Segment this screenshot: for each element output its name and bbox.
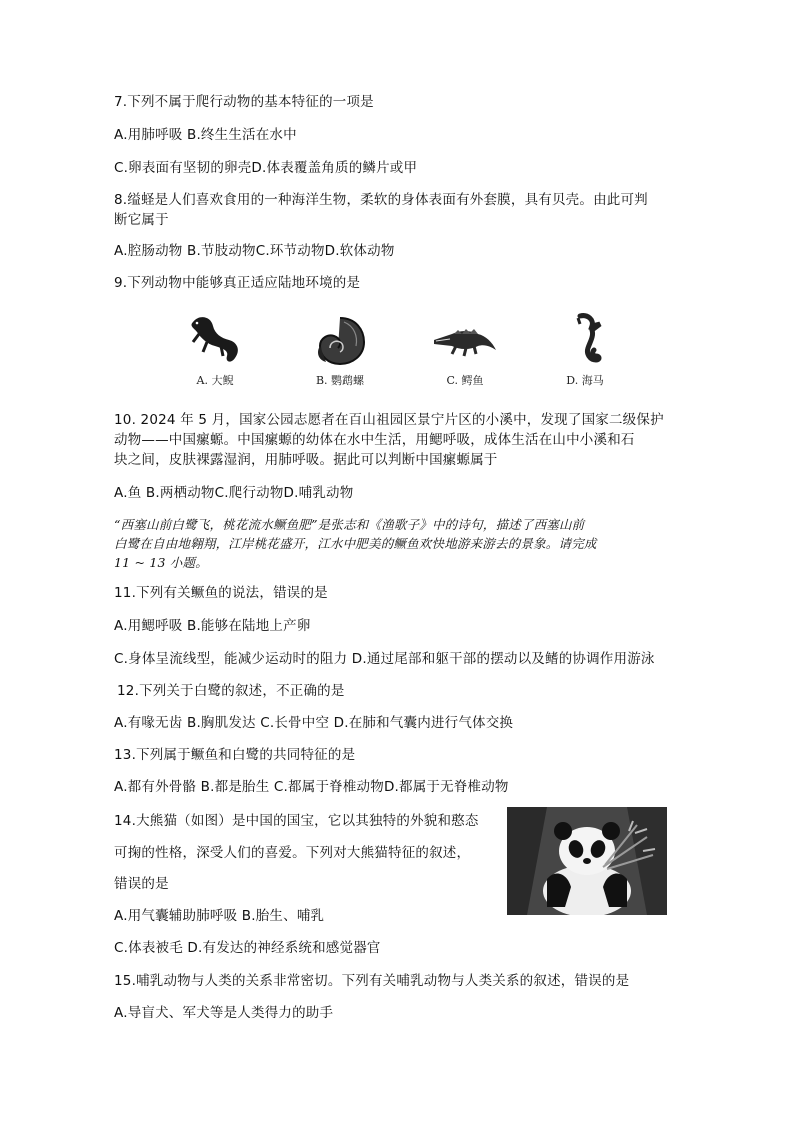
q8-stem-line2: 断它属于 (114, 212, 169, 228)
q12-stem: 12.下列关于白鹭的叙述，不正确的是 (117, 683, 345, 699)
crocodile-icon (430, 312, 500, 368)
q11-options-line2: C.身体呈流线型，能减少运动时的阻力 D.通过尾部和躯干部的摆动以及鳍的协调作用游泳 (114, 651, 655, 667)
poem-passage-line1: “西塞山前白鹭飞，桃花流水鳜鱼肥”是张志和《渔歌子》中的诗句，描述了西塞山前 (114, 517, 585, 532)
q11-options-line1: A.用鳃呼吸 B.能够在陆地上产卵 (114, 618, 311, 634)
q9-option-b-label: B. 鹦鹉螺 (315, 374, 365, 387)
q10-stem-line1: 10. 2024 年 5 月，国家公园志愿者在百山祖园区景宁片区的小溪中，发现了国家二级保护 (114, 412, 664, 428)
q9-option-d-label: D. 海马 (566, 374, 604, 387)
q10-options: A.鱼 B.两栖动物C.爬行动物D.哺乳动物 (114, 485, 354, 501)
q13-options: A.都有外骨骼 B.都是胎生 C.都属于脊椎动物D.都属于无脊椎动物 (114, 779, 509, 795)
poem-passage-line2: 白鹭在自由地翱翔，江岸桃花盛开，江水中肥美的鳜鱼欢快地游来游去的景象。请完成 (114, 536, 597, 551)
q9-option-c-label: C. 鳄鱼 (446, 374, 484, 387)
q11-stem: 11.下列有关鳜鱼的说法，错误的是 (114, 585, 328, 601)
q14-options-line2: C.体表被毛 D.有发达的神经系统和感觉器官 (114, 940, 381, 956)
nautilus-icon (310, 312, 370, 368)
panda-icon (507, 807, 667, 915)
q15-option-a: A.导盲犬、军犬等是人类得力的助手 (114, 1005, 334, 1021)
q9-option-d (520, 312, 650, 388)
q15-stem: 15.哺乳动物与人类的关系非常密切。下列有关哺乳动物与人类关系的叙述，错误的是 (114, 973, 630, 989)
q9-option-c (400, 312, 530, 388)
salamander-icon (185, 312, 245, 368)
q9-option-a-label: A. 大鲵 (196, 374, 234, 387)
q14-stem-line1: 14.大熊猫（如图）是中国的国宝，它以其独特的外貌和憨态 (114, 813, 479, 829)
q12-options: A.有喙无齿 B.胸肌发达 C.长骨中空 D.在肺和气囊内进行气体交换 (114, 715, 514, 731)
q13-stem: 13.下列属于鳜鱼和白鹭的共同特征的是 (114, 747, 356, 763)
q7-stem: 7.下列不属于爬行动物的基本特征的一项是 (114, 94, 374, 110)
q7-options-line1: A.用肺呼吸 B.终生生活在水中 (114, 127, 297, 143)
q7-options-line2: C.卵表面有坚韧的卵壳D.体表覆盖角质的鳞片或甲 (114, 160, 418, 176)
q9-option-b (275, 312, 405, 388)
q14-stem-line3: 错误的是 (114, 876, 169, 892)
poem-passage-line3: 11 ~ 13 小题。 (114, 555, 208, 570)
seahorse-icon (560, 312, 610, 368)
q10-stem-line2: 动物——中国瘰螈。中国瘰螈的幼体在水中生活，用鳃呼吸，成体生活在山中小溪和石 (114, 432, 635, 448)
q9-stem: 9.下列动物中能够真正适应陆地环境的是 (114, 275, 361, 291)
q8-options: A.腔肠动物 B.节肢动物C.环节动物D.软体动物 (114, 243, 395, 259)
q9-option-a (150, 312, 280, 388)
q8-stem-line1: 8.缢蛏是人们喜欢食用的一种海洋生物，柔软的身体表面有外套膜，具有贝壳。由此可判 (114, 192, 648, 208)
q14-options-line1: A.用气囊辅助肺呼吸 B.胎生、哺乳 (114, 908, 325, 924)
q10-stem-line3: 块之间，皮肤裸露湿润，用肺呼吸。据此可以判断中国瘰螈属于 (114, 452, 498, 468)
q14-stem-line2: 可掬的性格，深受人们的喜爱。下列对大熊猫特征的叙述， (114, 845, 471, 861)
